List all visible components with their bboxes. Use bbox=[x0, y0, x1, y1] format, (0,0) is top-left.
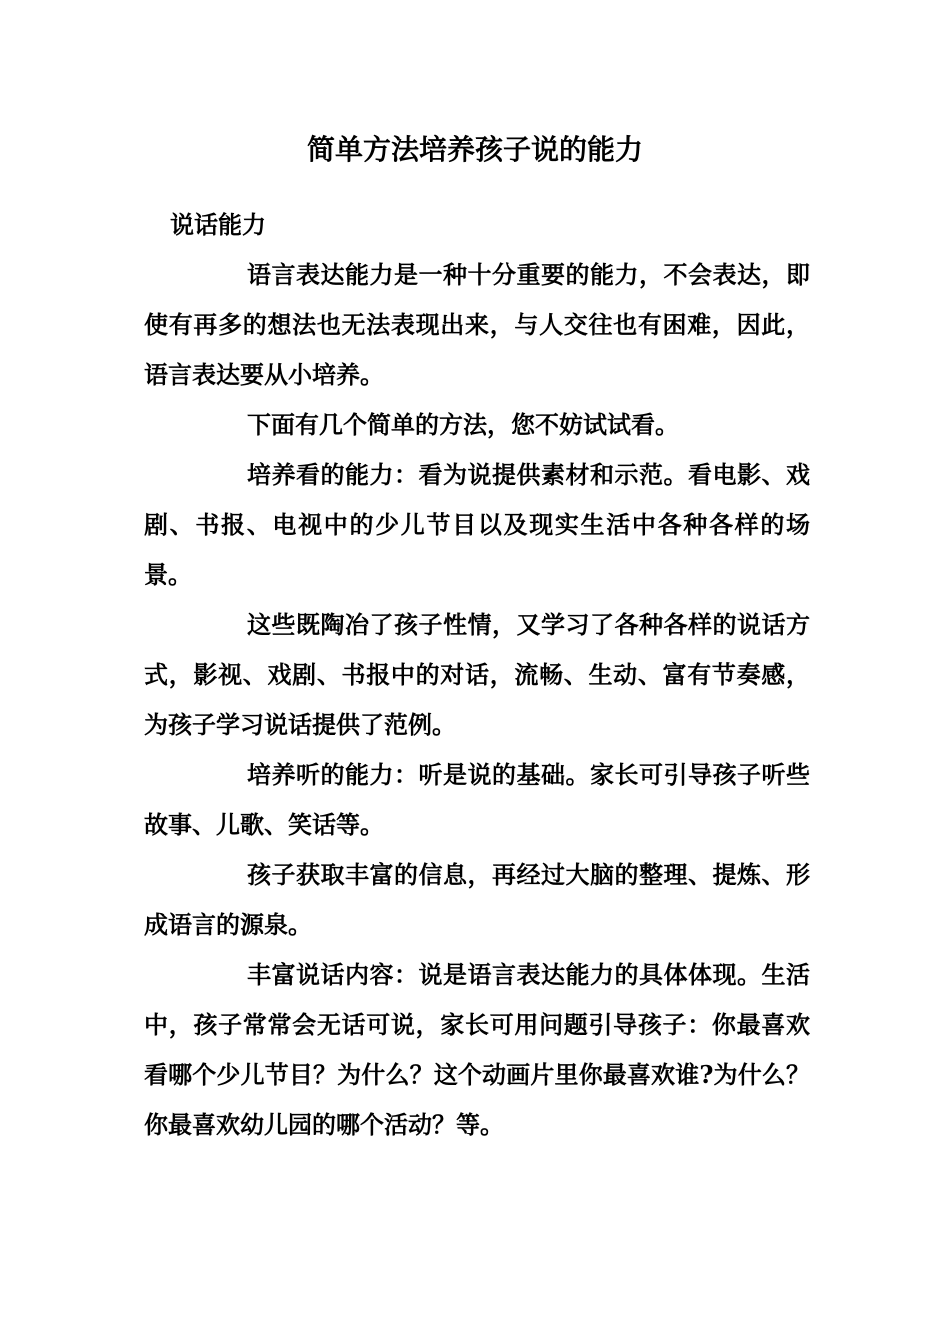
paragraph: 语言表达能力是一种十分重要的能力，不会表达，即使有再多的想法也无法表现出来，与人交往也有困难，因此，语言表达要从小培养。 bbox=[144, 260, 810, 389]
paragraph: 培养听的能力：听是说的基础。家长可引导孩子听些故事、儿歌、笑话等。 bbox=[144, 760, 810, 839]
document-title: 简单方法培养孩子说的能力 bbox=[306, 133, 643, 166]
paragraph: 这些既陶冶了孩子性情，又学习了各种各样的说话方式，影视、戏剧、书报中的对话，流畅、生动、富有节奏感，为孩子学习说话提供了范例。 bbox=[144, 610, 810, 739]
paragraph: 孩子获取丰富的信息，再经过大脑的整理、提炼、形成语言的源泉。 bbox=[144, 860, 810, 939]
paragraph: 丰富说话内容：说是语言表达能力的具体体现。生活中，孩子常常会无话可说，家长可用问题引导孩子：你最喜欢看哪个少儿节目？为什么？这个动画片里你最喜欢谁?为什么？你最喜欢幼儿园的哪个活动？等。 bbox=[144, 960, 810, 1139]
paragraph: 下面有几个简单的方法，您不妨试试看。 bbox=[247, 410, 679, 439]
section-heading: 说话能力 bbox=[170, 210, 266, 239]
document-body bbox=[144, 250, 810, 1150]
paragraph: 培养看的能力：看为说提供素材和示范。看电影、戏剧、书报、电视中的少儿节目以及现实生活中各种各样的场景。 bbox=[144, 460, 810, 589]
